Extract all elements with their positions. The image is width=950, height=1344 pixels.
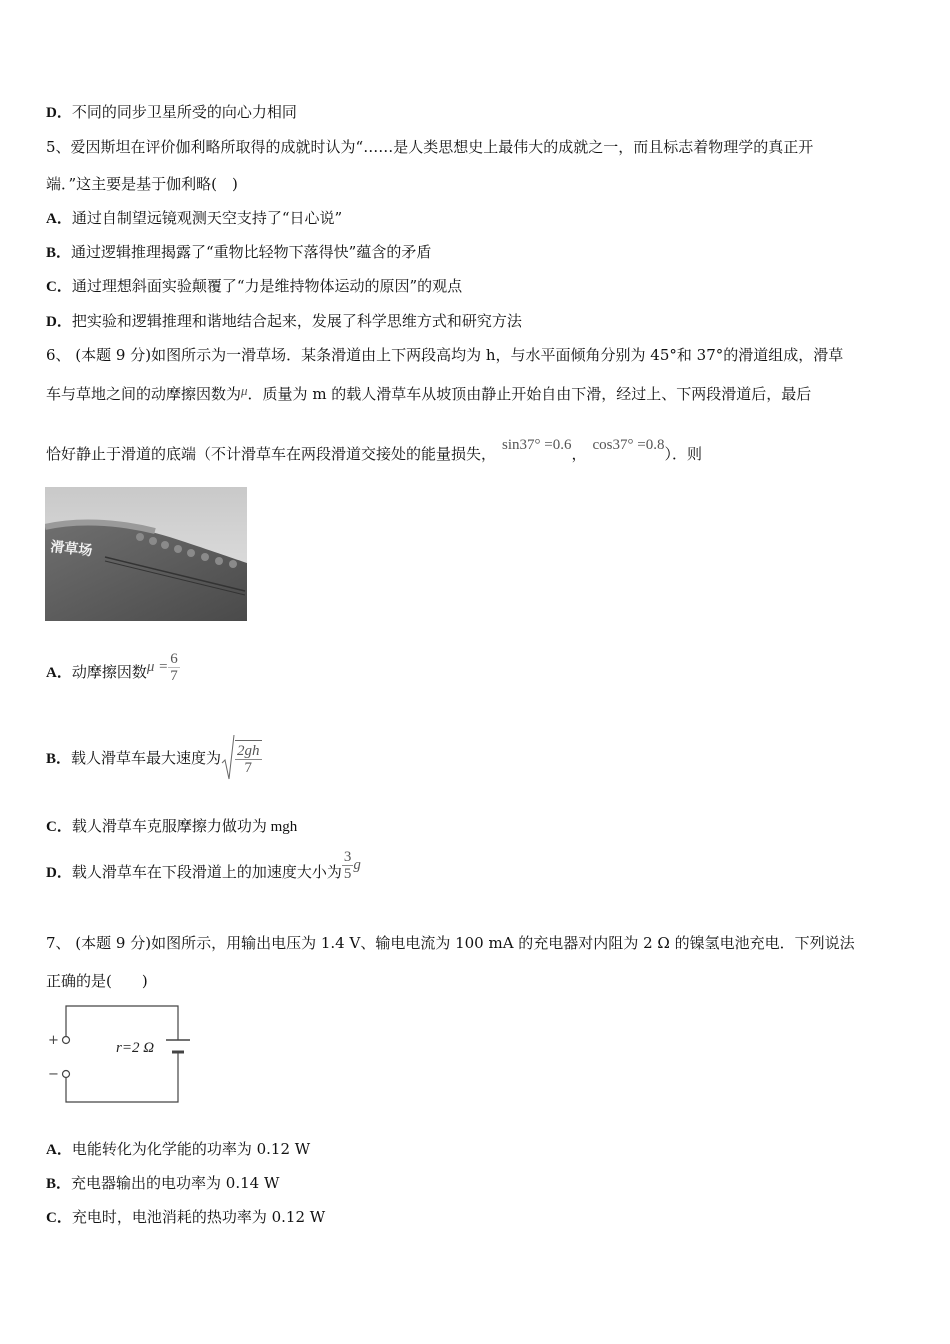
option-text: 通过理想斜面实验颠覆了“力是维持物体运动的原因”的观点 bbox=[71, 277, 463, 295]
fraction-six-sevenths bbox=[168, 651, 180, 684]
q6-stem-line2 bbox=[46, 381, 811, 404]
negative-terminal bbox=[63, 1071, 70, 1078]
q6-line2-part-b: ．质量为 m 的载人滑草车从坡顶由静止开始自由下滑，经过上、下两段滑道后，最后 bbox=[247, 385, 812, 403]
separator-comma: ， bbox=[571, 445, 587, 463]
q5-stem-line2: 端．”这主要是基于伽利略( ) bbox=[46, 175, 238, 193]
mu-symbol: μ bbox=[241, 383, 248, 398]
option-letter: D． bbox=[46, 105, 72, 121]
mu-equals: μ = bbox=[146, 659, 169, 675]
radical-sign-icon bbox=[221, 733, 235, 783]
sin-expression: sin37° =0.6 bbox=[502, 437, 572, 453]
option-text: 充电时，电池消耗的热功率为 0.12 W bbox=[71, 1208, 326, 1226]
q7-stem-line1: 7、 (本题 9 分)如图所示，用输出电压为 1.4 V、输电电流为 100 mA 的充电器对内阻为 2 Ω 的镍氢电池充电．下列说法 bbox=[46, 934, 855, 952]
q4-option-d bbox=[46, 102, 297, 123]
fraction-numerator: 3 bbox=[343, 848, 352, 865]
q5-option-b bbox=[46, 242, 431, 263]
q5-stem-line1: 5、爱因斯坦在评价伽利略所取得的成就时认为“……是人类思想史上最伟大的成就之一，而且标志着物理学的真正开 bbox=[46, 138, 814, 156]
q6-option-a bbox=[46, 650, 180, 694]
q7-option-c bbox=[46, 1207, 325, 1228]
option-letter: A． bbox=[46, 1142, 72, 1158]
option-text: 不同的同步卫星所受的向心力相同 bbox=[71, 103, 297, 121]
plus-label: + bbox=[48, 1033, 59, 1048]
q7-stem-line2: 正确的是( ) bbox=[46, 972, 148, 990]
gravity-symbol: g bbox=[353, 857, 361, 873]
option-letter: A． bbox=[46, 211, 72, 227]
internal-resistance-label: r=2 Ω bbox=[116, 1040, 155, 1056]
option-text: 通过逻辑推理揭露了“重物比轻物下落得快”蕴含的矛盾 bbox=[71, 243, 432, 261]
option-letter: C． bbox=[46, 819, 72, 835]
charging-circuit-diagram bbox=[44, 1000, 200, 1108]
q6-line3-part-a: 恰好静止于滑道的底端（不计滑草车在两段滑道交接处的能量损失， bbox=[46, 445, 497, 463]
q6-line3-part-b: ）．则 bbox=[664, 445, 702, 463]
option-letter: C． bbox=[46, 279, 72, 295]
q7-option-b bbox=[46, 1173, 279, 1194]
q6-line2-part-a: 车与草地之间的动摩擦因数为 bbox=[46, 385, 242, 403]
photo-sign-text: 滑草场 bbox=[49, 539, 94, 560]
cos-expression: cos37° =0.8 bbox=[592, 437, 665, 453]
sqrt-fraction bbox=[235, 740, 262, 776]
positive-terminal bbox=[63, 1037, 70, 1044]
q5-option-d bbox=[46, 311, 522, 332]
option-text: 载人滑草车最大速度为 bbox=[71, 749, 222, 767]
grass-slide-photo bbox=[45, 487, 247, 621]
q6-stem-line3 bbox=[46, 437, 702, 465]
battery-symbol bbox=[166, 1040, 190, 1052]
option-text: 充电器输出的电功率为 0.14 W bbox=[71, 1174, 280, 1192]
option-text: 电能转化为化学能的功率为 0.12 W bbox=[71, 1140, 311, 1158]
minus-label: − bbox=[48, 1067, 59, 1082]
option-letter: D． bbox=[46, 865, 72, 881]
sqrt-expression bbox=[221, 732, 262, 783]
option-text: 载人滑草车克服摩擦力做功为 mgh bbox=[71, 819, 298, 835]
fraction-three-fifths bbox=[342, 849, 354, 882]
option-letter: B． bbox=[46, 1176, 72, 1192]
q6-option-b bbox=[46, 733, 262, 783]
option-letter: A． bbox=[46, 665, 72, 681]
q5-option-a bbox=[46, 208, 342, 229]
option-letter: C． bbox=[46, 1210, 72, 1226]
option-text: 通过自制望远镜观测天空支持了“日心说” bbox=[71, 209, 343, 227]
fraction-numerator: 2gh bbox=[237, 742, 260, 759]
fraction-denominator: 5 bbox=[343, 865, 352, 882]
option-letter: D． bbox=[46, 314, 72, 330]
q6-option-c bbox=[46, 816, 297, 837]
option-text: 把实验和逻辑推理和谐地结合起来，发展了科学思维方式和研究方法 bbox=[71, 312, 522, 330]
option-letter: B． bbox=[46, 245, 72, 261]
option-letter: B． bbox=[46, 751, 72, 767]
fraction-denominator: 7 bbox=[244, 759, 253, 776]
fraction-numerator: 6 bbox=[170, 650, 178, 667]
q6-stem-line1: 6、 (本题 9 分)如图所示为一滑草场．某条滑道由上下两段高均为 h，与水平面倾角分别为 45°和 37°的滑道组成，滑草 bbox=[46, 346, 844, 364]
fraction-denominator: 7 bbox=[170, 667, 178, 684]
option-text: 动摩擦因数 bbox=[71, 663, 147, 681]
q6-option-d bbox=[46, 850, 361, 894]
q7-option-a bbox=[46, 1139, 310, 1160]
q5-option-c bbox=[46, 276, 462, 297]
option-text: 载人滑草车在下段滑道上的加速度大小为 bbox=[71, 863, 342, 881]
